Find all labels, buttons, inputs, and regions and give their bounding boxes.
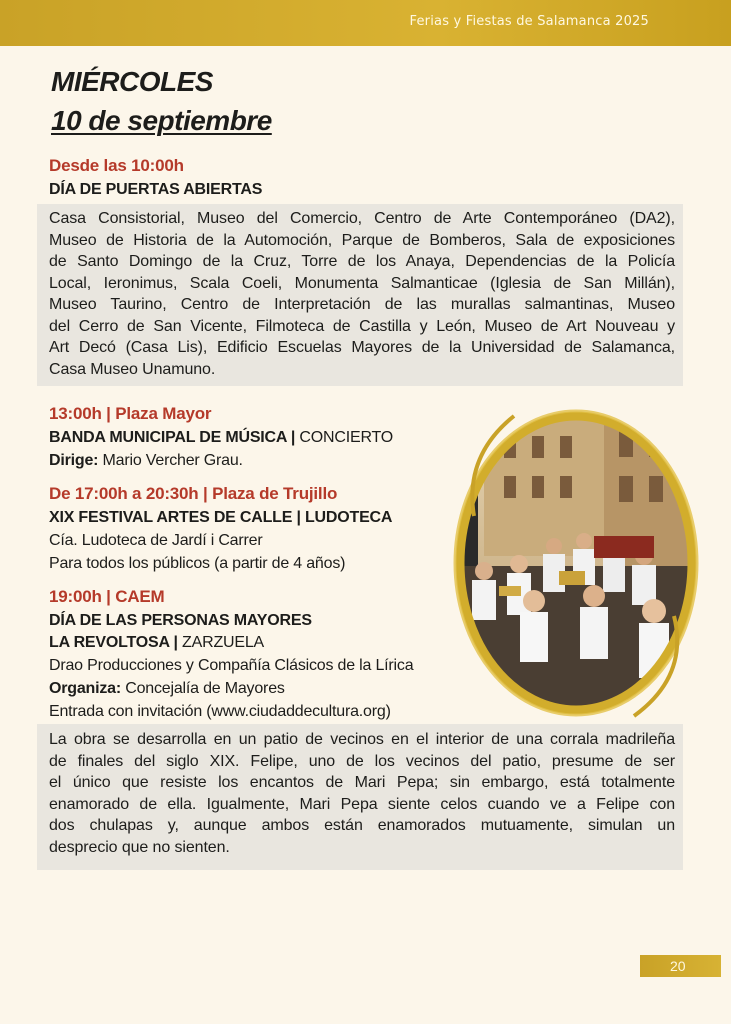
header-title: Ferias y Fiestas de Salamanca 2025 [409,14,649,29]
synopsis-line: enamorado de ella. Igualmente, Mari Pepa siente celos cuando ve a Felipe con [49,795,675,813]
event2-director: Mario Vercher Grau. [98,452,243,469]
event1-line: Museo Taurino, Centro de Interpretación de las murallas salmantinas, Museo [49,296,675,313]
event4-organizer-label: Organiza: [49,680,121,697]
event2-type: CONCIERTO [295,429,394,446]
synopsis-line: el único que resiste los encantos de Mari Pepa; sin embargo, está totalmente [49,774,675,791]
event2-time: 13:00h | Plaza Mayor [49,404,212,423]
synopsis-line: desprecio que no sienten. [49,838,230,856]
event1-line: de Santo Domingo de la Cruz, Torre de los Anaya, Dependencias de la Policía [49,253,675,270]
band-photo [444,396,706,726]
event4-type: ZARZUELA [177,634,265,651]
event4-entry: Entrada con invitación (www.ciudaddecultura.org) [49,703,391,720]
event3-audience: Para todos los públicos (a partir de 4 años) [49,555,346,572]
event4-title: DÍA DE LAS PERSONAS MAYORES [49,612,312,629]
event2-title-line [49,428,393,448]
synopsis-line: de finales del siglo XIX. Felipe, uno de los vecinos del patio, presume de ser [49,752,675,770]
event1-line: Museo de Historia de la Automoción, Parque de Bomberos, Sala de exposiciones [49,231,675,249]
event4-subtitle-line [49,633,264,653]
synopsis-line: dos chulapas y, aunque ambos están enamorados mutuamente, simulan un [49,817,675,834]
event1-line: Casa Museo Unamuno. [49,360,216,378]
event1-line: Local, Ieronimus, Scala Coeli, Monumenta Salmanticae (Iglesia de San Millán), [49,274,675,292]
page-number: 20 [670,958,686,974]
header-bar [0,0,731,46]
event1-line: del Cerro de San Vicente, Filmoteca de Castilla y León, Museo de Art Nouveau y [49,317,675,335]
event3-title: XIX FESTIVAL ARTES DE CALLE | LUDOTECA [49,509,393,526]
event1-description [37,204,683,386]
event3-company: Cía. Ludoteca de Jardí i Carrer [49,532,263,549]
date-heading: 10 de septiembre [51,105,272,136]
event4-subtitle: LA REVOLTOSA | [49,634,178,651]
event1-line: Casa Consistorial, Museo del Comercio, Centro de Arte Contemporáneo (DA2), [49,210,675,227]
event2-director-label: Dirige: [49,452,99,469]
event4-synopsis [37,724,683,870]
synopsis-line: La obra se desarrolla en un patio de vecinos en el interior de una corrala madrileña [49,731,675,748]
event1-title: DÍA DE PUERTAS ABIERTAS [49,181,263,198]
page-number-tab [640,955,721,977]
event3-time: De 17:00h a 20:30h | Plaza de Trujillo [49,484,338,503]
event1-line: Art Decó (Casa Lis), Edificio Escuelas Mayores de la Universidad de Salamanca, [49,339,675,356]
event4-organizer-line [49,679,285,699]
event4-time: 19:00h | CAEM [49,587,165,606]
event4-producer: Drao Producciones y Compañía Clásicos de la Lírica [49,657,414,674]
event4-organizer: Concejalía de Mayores [121,680,285,697]
event2-title: BANDA MUNICIPAL DE MÚSICA | [49,429,296,446]
event2-director-line [49,451,243,471]
event1-time: Desde las 10:00h [49,156,184,175]
day-heading: MIÉRCOLES [51,66,213,97]
